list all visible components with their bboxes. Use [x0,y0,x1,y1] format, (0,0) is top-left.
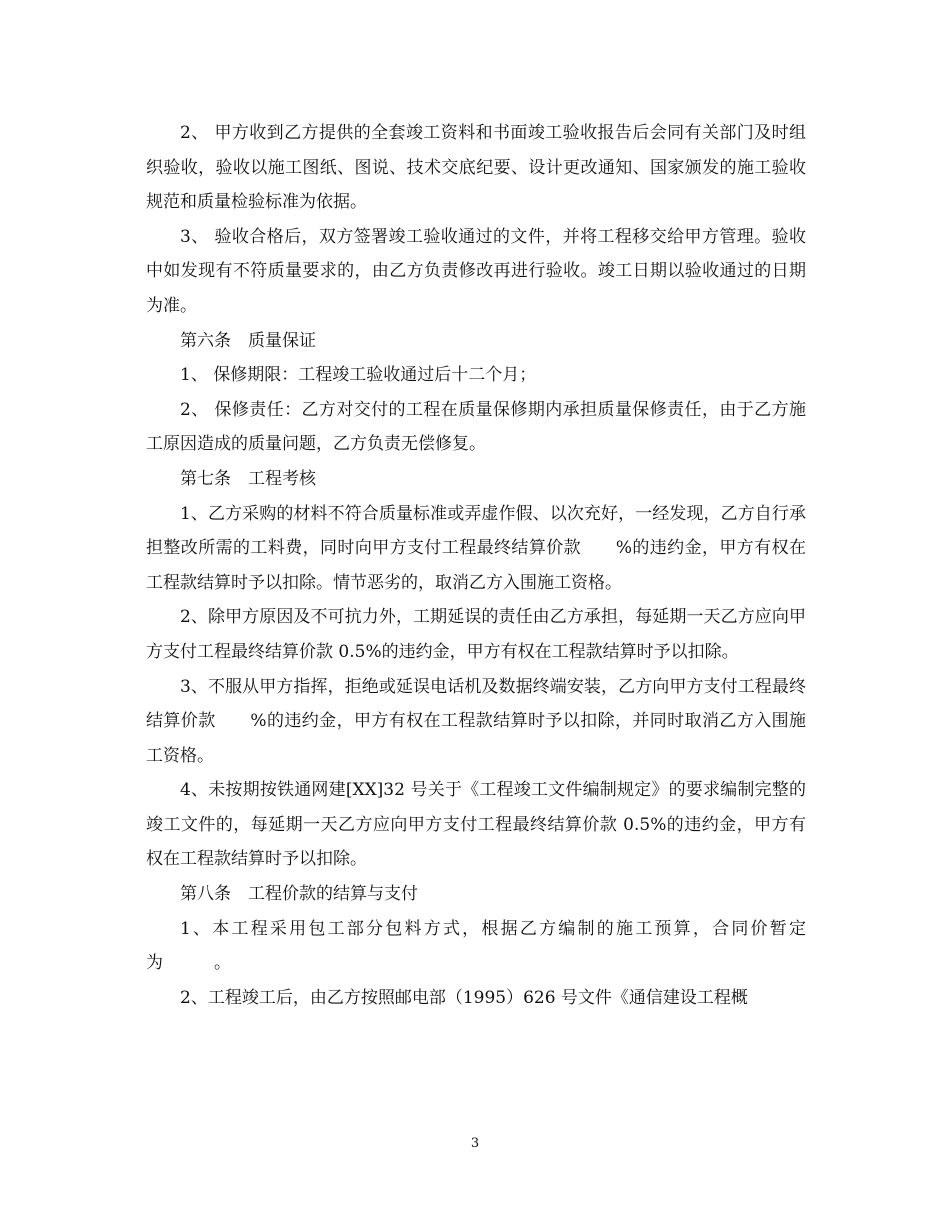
paragraph-clause-7-1: 1、乙方采购的材料不符合质量标准或弄虚作假、以次充好，一经发现，乙方自行承担整改所需的工料费，同时向甲方支付工程最终结算价款 %的违约金，甲方有权在工程款结算时予以扣除。情节恶劣的，取消乙方入围施工资格。 [146,503,806,593]
paragraph-clause-5-3: 3、 验收合格后，双方签署竣工验收通过的文件，并将工程移交给甲方管理。验收中如发现有不符质量要求的，由乙方负责修改再进行验收。竣工日期以验收通过的日期为准。 [146,226,806,316]
article-6-heading: 第六条 质量保证 [180,330,316,351]
paragraph-clause-8-1: 1、本工程采用包工部分包料方式，根据乙方编制的施工预算，合同价暂定为 。 [146,918,806,974]
paragraph-clause-7-3: 3、不服从甲方指挥，拒绝或延误电话机及数据终端安装，乙方向甲方支付工程最终结算价款 %的违约金，甲方有权在工程款结算时予以扣除，并同时取消乙方入围施工资格。 [146,676,806,766]
page-number: 3 [470,1136,480,1151]
paragraph-clause-6-2: 2、 保修责任：乙方对交付的工程在质量保修期内承担质量保修责任，由于乙方施工原因造成的质量问题，乙方负责无偿修复。 [146,399,806,455]
paragraph-clause-7-4: 4、未按期按铁通网建[XX]32 号关于《工程竣工文件编制规定》的要求编制完整的竣工文件的，每延期一天乙方应向甲方支付工程最终结算价款 0.5%的违约金，甲方有权在工程款结算时予以扣除。 [146,780,806,870]
paragraph-clause-5-2: 2、 甲方收到乙方提供的全套竣工资料和书面竣工验收报告后会同有关部门及时组织验收，验收以施工图纸、图说、技术交底纪要、设计更改通知、国家颁发的施工验收规范和质量检验标准为依据。 [146,123,806,213]
article-8-heading: 第八条 工程价款的结算与支付 [180,884,418,905]
paragraph-clause-6-1: 1、 保修期限：工程竣工验收通过后十二个月； [180,365,537,386]
paragraph-clause-8-2: 2、工程竣工后，由乙方按照邮电部（1995）626 号文件《通信建设工程概 [180,987,748,1008]
paragraph-clause-7-2: 2、除甲方原因及不可抗力外，工期延误的责任由乙方承担，每延期一天乙方应向甲方支付工程最终结算价款 0.5%的违约金，甲方有权在工程款结算时予以扣除。 [146,607,806,662]
document-body [146,116,806,1015]
article-7-heading: 第七条 工程考核 [180,468,316,489]
